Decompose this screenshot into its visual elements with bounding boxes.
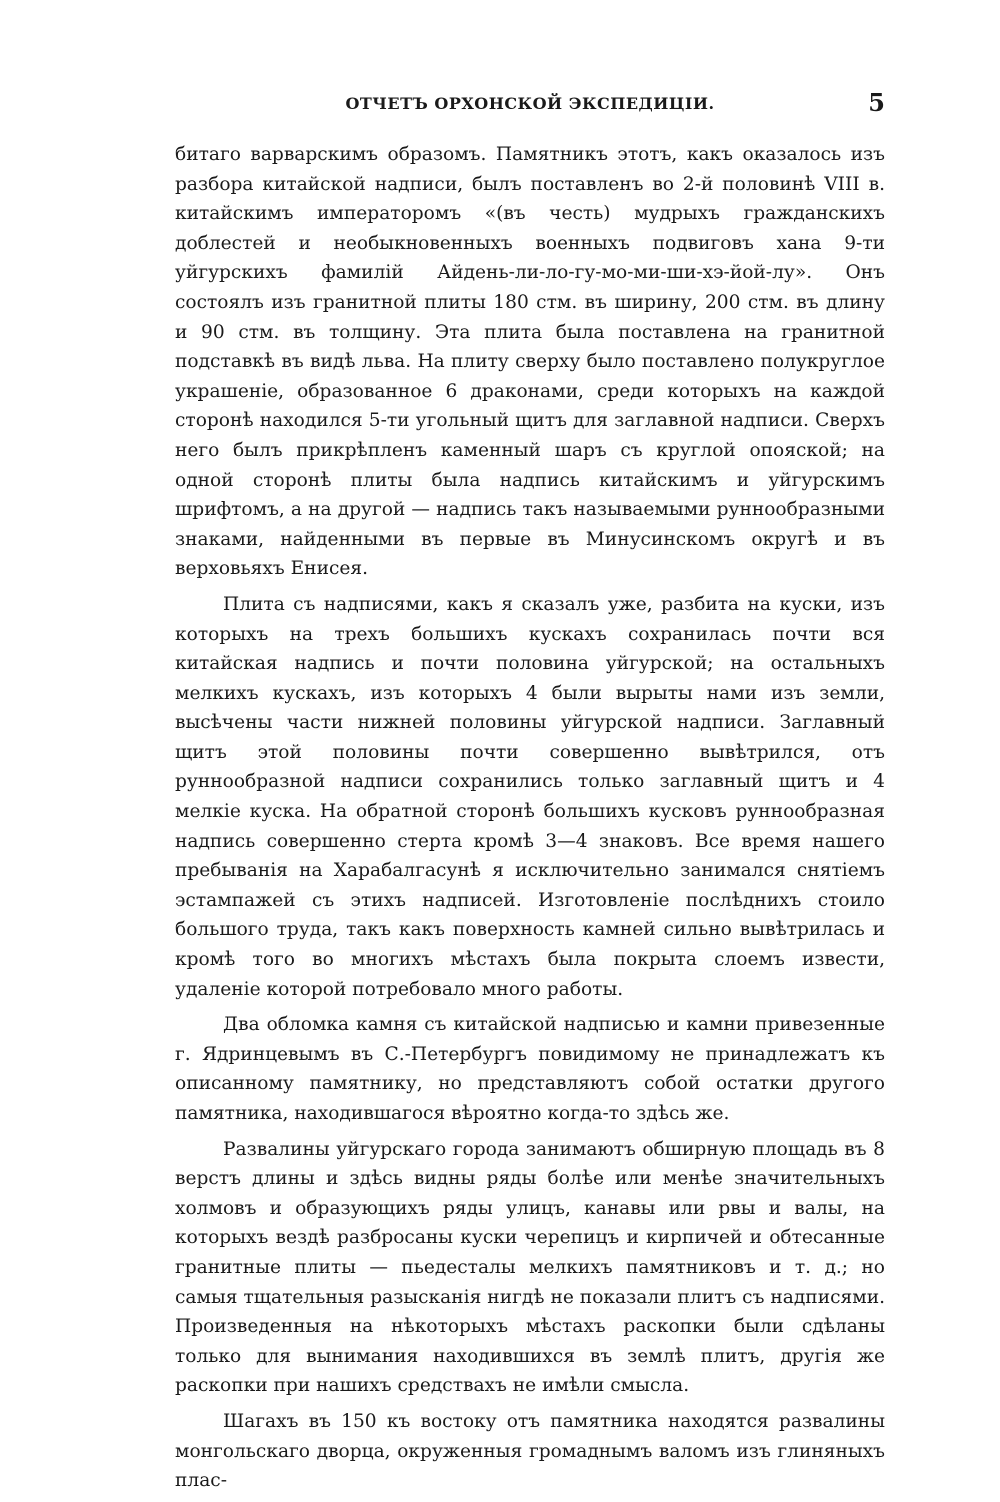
paragraph-2: Плита съ надписями, какъ я сказалъ уже, разбита на куски, изъ которыхъ на трехъ большихъ кускахъ сохранилась почти вся китайская надпись и почти половина уйгурской; на остальныхъ мелкихъ кускахъ, изъ которыхъ 4 были вырыты нами изъ земли, высѣчены части нижней половины уйгурской надписи. Заглавный щитъ этой половины почти совершенно вывѣтрился, отъ руннообразной надписи сохранились только заглавный щитъ и 4 мелкіе куска. На обратной сторонѣ большихъ кусковъ руннообразная надпись совершенно стерта кромѣ 3—4 знаковъ. Все время нашего пребыванія на Харабалгасунѣ я исключительно занимался снятіемъ эстампажей съ этихъ надписей. Изготовленіе послѣднихъ стоило большого труда, такъ какъ поверхность камней сильно вывѣтрилась и кромѣ того во многихъ мѣстахъ была покрыта слоемъ извести, удаленіе которой потребовало много работы. <box>175 593 885 1000</box>
paragraph-1: битаго варварскимъ образомъ. Памятникъ этотъ, какъ оказалось изъ разбора китайской надписи, былъ поставленъ во 2-й половинѣ VIII в. китайскимъ императоромъ «(въ честь) мудрыхъ гражданскихъ доблестей и необыкновенныхъ военныхъ подвиговъ хана 9-ти уйгурскихъ фамилій Айдень-ли-ло-гу-мо-ми-ши-хэ-йой-лу». Онъ состоялъ изъ гранитной плиты 180 стм. въ ширину, 200 стм. въ длину и 90 стм. въ толщину. Эта плита была поставлена на гранитной подставкѣ въ видѣ льва. На плиту сверху было поставлено полукруглое украшеніе, образованное 6 драконами, среди которыхъ на каждой сторонѣ находился 5-ти угольный щитъ для заглавной надписи. Сверхъ него былъ прикрѣпленъ каменный шаръ съ круглой опояской; на одной сторонѣ плиты была надпись китайскимъ и уйгурскимъ шрифтомъ, а на другой — надпись такъ называемыми руннообразными знаками, найденными въ первые въ Минусинскомъ округѣ и въ верховьяхъ Енисея. <box>175 144 885 580</box>
paragraph-3: Два обломка камня съ китайской надписью и камни привезенные г. Ядринцевымъ въ С.-Петербургъ повидимому не принадлежатъ къ описанному памятнику, но представляютъ собой остатки другого памятника, находившагося вѣроятно когда-то здѣсь же. <box>175 1014 885 1124</box>
running-head <box>175 88 885 128</box>
page-number: 5 <box>868 88 885 117</box>
running-title: ОТЧЕТЪ ОРХОНСКОЙ ЭКСПЕДИЦІИ. <box>345 94 715 113</box>
body-text <box>175 140 885 1502</box>
paragraph-5: Шагахъ въ 150 къ востоку отъ памятника находятся развалины монгольскаго дворца, окруженныя громаднымъ валомъ изъ глиняныхъ плас- <box>175 1410 885 1492</box>
paragraph-4: Развалины уйгурскаго города занимаютъ обширную площадь въ 8 верстъ длины и здѣсь видны ряды болѣе или менѣе значительныхъ холмовъ и образующихъ ряды улицъ, канавы или рвы и валы, на которыхъ вездѣ разбросаны куски черепицъ и кирпичей и обтесанные гранитные плиты — пьедесталы мелкихъ памятниковъ и т. д.; но самыя тщательныя разысканія нигдѣ не показали плитъ съ надписями. Произведенныя на нѣкоторыхъ мѣстахъ раскопки были сдѣланы только для вынимания находившихся въ землѣ плитъ, другія же раскопки при нашихъ средствахъ не имѣли смысла. <box>175 1138 885 1397</box>
